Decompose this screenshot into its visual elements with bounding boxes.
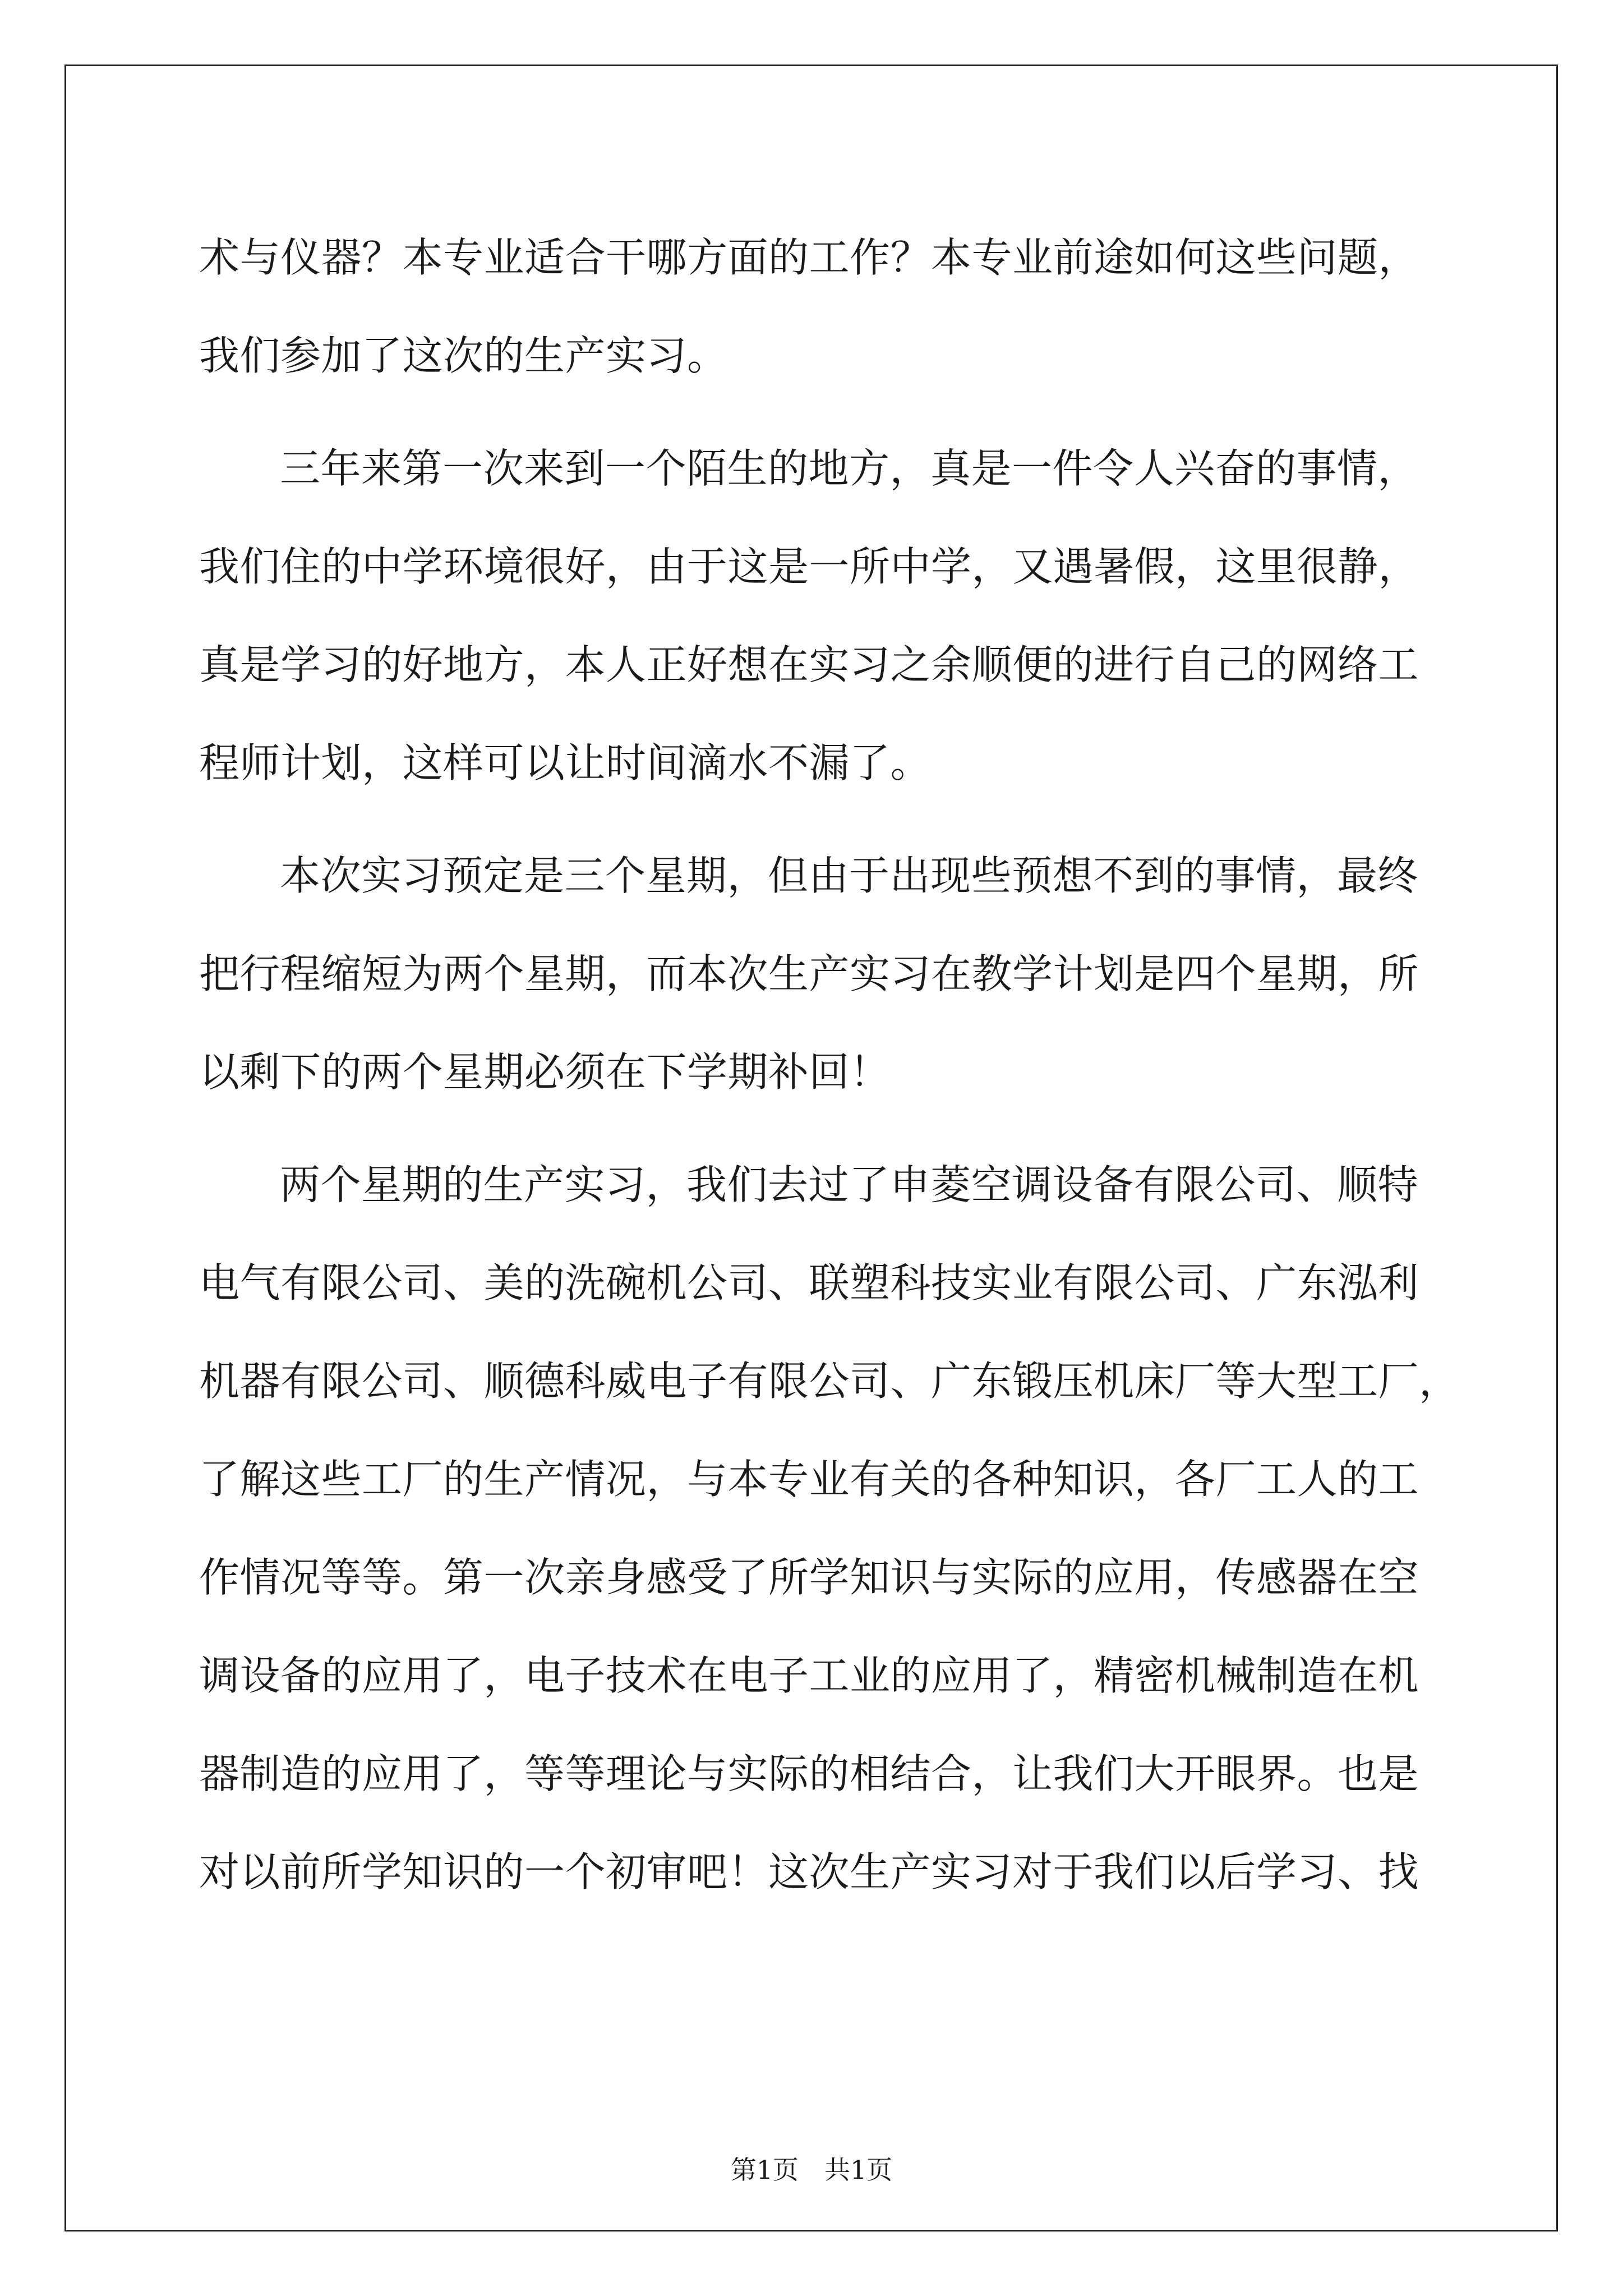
text-line: 对以前所学知识的一个初审吧！这次生产实习对于我们以后学习、找 [199, 1848, 1419, 1895]
paragraph-first-line: 本次实习预定是三个星期，但由于出现些预想不到的事情，最终 [280, 852, 1419, 899]
text-line: 机器有限公司、顺德科威电子有限公司、广东锻压机床厂等大型工厂， [199, 1358, 1460, 1405]
text-line: 器制造的应用了，等等理论与实际的相结合，让我们大开眼界。也是 [199, 1750, 1419, 1797]
paragraph-first-line: 两个星期的生产实习，我们去过了申菱空调设备有限公司、顺特 [280, 1161, 1419, 1208]
text-line: 术与仪器？本专业适合干哪方面的工作？本专业前途如何这些问题， [199, 234, 1419, 281]
paragraph-gap [199, 1121, 1433, 1136]
text-line: 调设备的应用了，电子技术在电子工业的应用了，精密机械制造在机 [199, 1652, 1419, 1699]
text-line: 电气有限公司、美的洗碗机公司、联塑科技实业有限公司、广东泓利 [199, 1259, 1419, 1306]
paragraph-gap [199, 405, 1433, 420]
text-line: 把行程缩短为两个星期，而本次生产实习在教学计划是四个星期，所 [199, 950, 1419, 997]
text-line: 真是学习的好地方，本人正好想在实习之余顺便的进行自己的网络工 [199, 641, 1419, 688]
document-body [199, 209, 1460, 1921]
text-line: 程师计划，这样可以让时间滴水不漏了。 [199, 739, 932, 786]
text-line: 我们住的中学环境很好，由于这是一所中学，又遇暑假，这里很静， [199, 543, 1419, 590]
page-count: 共1页 [824, 2155, 893, 2185]
paragraph-first-line: 三年来第一次来到一个陌生的地方，真是一件令人兴奋的事情， [280, 445, 1419, 492]
text-line: 以剩下的两个星期必须在下学期补回！ [199, 1048, 891, 1096]
text-line: 作情况等等。第一次亲身感受了所学知识与实际的应用，传感器在空 [199, 1554, 1419, 1601]
page-footer [0, 2153, 1623, 2187]
text-line: 我们参加了这次的生产实习。 [199, 332, 728, 379]
text-line: 了解这些工厂的生产情况，与本专业有关的各种知识，各厂工人的工 [199, 1456, 1419, 1503]
paragraph-gap [199, 812, 1433, 827]
page-number: 第1页 [730, 2155, 799, 2185]
